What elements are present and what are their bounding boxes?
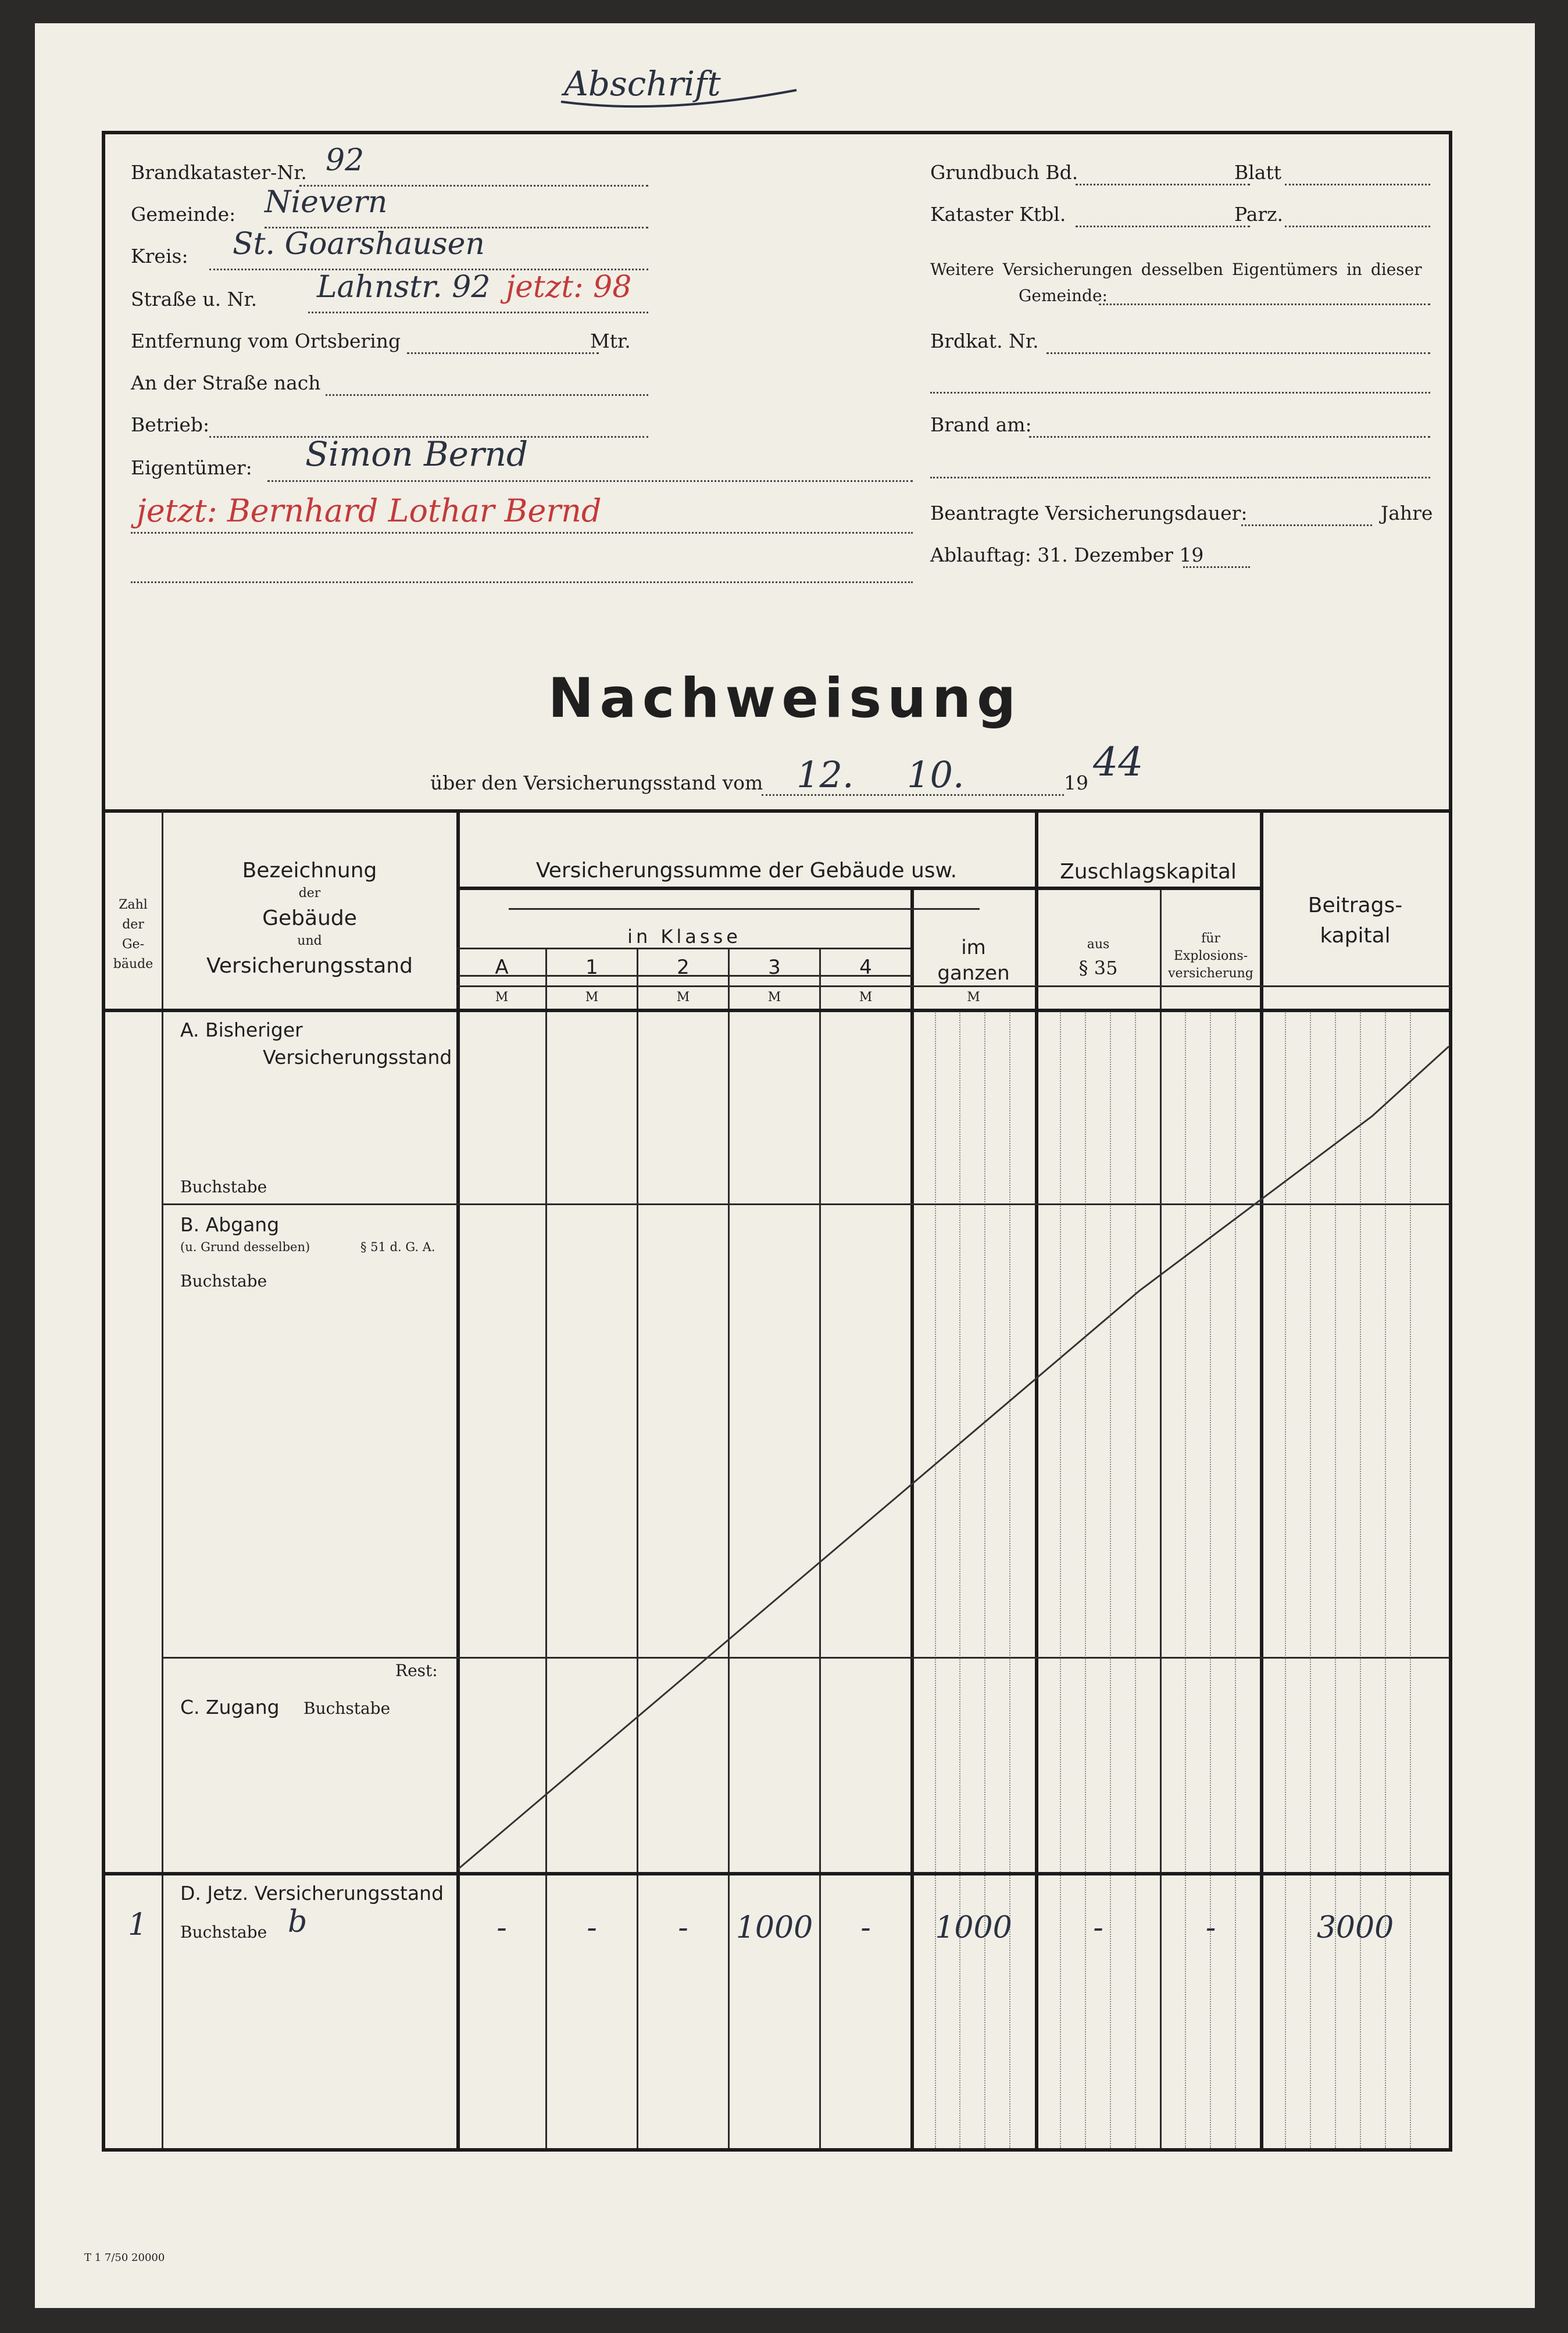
- row-d-klasse-1: -: [587, 1910, 597, 1945]
- parz-label: Parz.: [1234, 203, 1284, 226]
- currency-ganzen: M: [967, 990, 980, 1005]
- entfernung-unit: Mtr.: [590, 330, 631, 352]
- section-b-paragraph: § 51 d. G. A.: [360, 1240, 435, 1254]
- subtitle-month: 10.: [907, 753, 965, 796]
- row-d-explosion: -: [1205, 1910, 1216, 1945]
- col-bezeichnung-line: und: [297, 934, 322, 948]
- col-bezeichnung-line: Bezeichnung: [242, 859, 377, 883]
- weitere-line2: Gemeinde:: [1019, 286, 1108, 305]
- col-im-ganzen-line: im: [961, 936, 986, 959]
- col-bezeichnung-line: Versicherungsstand: [206, 954, 413, 978]
- dauer-label: Beantragte Versicherungsdauer:: [930, 502, 1248, 524]
- currency-a: M: [495, 990, 509, 1005]
- currency-2: M: [676, 990, 690, 1005]
- document-title: Nachweisung: [548, 667, 1022, 730]
- row-d-klasse-2: -: [678, 1910, 688, 1945]
- eigentuemer-label: Eigentümer:: [131, 456, 252, 479]
- abschrift-stamp: Abschrift: [564, 64, 721, 103]
- klasse-1-header: 1: [585, 956, 598, 979]
- dauer-unit: Jahre: [1381, 502, 1433, 524]
- brand-label: Brand am:: [930, 413, 1032, 436]
- rest-label: Rest:: [395, 1661, 438, 1680]
- col-bezeichnung-line: Gebäude: [262, 906, 357, 930]
- col-beitrag-line: Beitrags-: [1308, 894, 1403, 917]
- grundbuch-label: Grundbuch Bd.: [930, 161, 1078, 184]
- group-versicherungssumme: Versicherungssumme der Gebäude usw.: [535, 859, 958, 883]
- row-d-klasse-3: 1000: [735, 1910, 813, 1945]
- row-d-zahl: 1: [128, 1907, 148, 1942]
- section-b-note: (u. Grund desselben): [180, 1240, 310, 1254]
- weitere-line1: Weitere Versicherungen desselben Eigentümers in dieser: [930, 260, 1422, 279]
- subgroup-klasse: in Klasse: [627, 926, 741, 948]
- row-d-buchstabe: b: [288, 1905, 308, 1939]
- currency-3: M: [767, 990, 781, 1005]
- col-aus-line: § 35: [1078, 957, 1118, 979]
- col-explosion-line: Explosions-: [1173, 949, 1248, 963]
- section-d-buchstabe: Buchstabe: [180, 1923, 267, 1942]
- kataster-label: Kataster Ktbl.: [930, 203, 1066, 226]
- entfernung-label: Entfernung vom Ortsbering: [131, 330, 401, 352]
- strasse-label: Straße u. Nr.: [131, 288, 258, 310]
- eigentuemer-correction: jetzt: Bernhard Lothar Bernd: [137, 492, 602, 529]
- row-d-beitrag: 3000: [1316, 1910, 1394, 1945]
- klasse-a-header: A: [495, 956, 509, 979]
- section-a-title2: Versicherungsstand: [263, 1046, 452, 1069]
- row-d-klasse-a: -: [497, 1910, 507, 1945]
- section-c-title: C. Zugang: [180, 1696, 280, 1719]
- col-beitrag-line: kapital: [1320, 924, 1391, 948]
- subtitle-label: über den Versicherungsstand vom: [430, 771, 763, 794]
- klasse-3-header: 3: [768, 956, 781, 979]
- brandkataster-label: Brandkataster-Nr.: [131, 161, 307, 184]
- col-aus-line: aus: [1087, 937, 1110, 952]
- subtitle-day: 12.: [796, 753, 854, 796]
- col-zahl-line: Zahl: [119, 898, 148, 912]
- brandkataster-value: 92: [326, 143, 365, 178]
- klasse-2-header: 2: [677, 956, 690, 979]
- ablauftag-label: Ablauftag: 31. Dezember 19: [930, 544, 1204, 566]
- footer-code: T 1 7/50 20000: [84, 2252, 165, 2264]
- document-page: [35, 23, 1535, 2308]
- strasse-value: Lahnstr. 92: [317, 270, 491, 305]
- subtitle-year-prefix: 19: [1064, 771, 1088, 794]
- betrieb-label: Betrieb:: [131, 413, 210, 436]
- row-d-klasse-4: -: [860, 1910, 871, 1945]
- col-im-ganzen-line: ganzen: [937, 962, 1010, 985]
- group-zuschlag: Zuschlagskapital: [1060, 860, 1237, 884]
- kreis-value: St. Goarshausen: [233, 227, 485, 262]
- col-explosion-line: für: [1201, 931, 1220, 946]
- section-b-title: B. Abgang: [180, 1213, 280, 1236]
- section-a-title: A. Bisheriger: [180, 1019, 303, 1041]
- cancellation-line: [35, 23, 1535, 2308]
- subtitle-year-suffix: 44: [1093, 739, 1144, 785]
- section-a-buchstabe: Buchstabe: [180, 1177, 267, 1196]
- col-zahl-line: Ge-: [122, 937, 145, 952]
- brdkat-label: Brdkat. Nr.: [930, 330, 1039, 352]
- col-bezeichnung-line: der: [298, 886, 321, 901]
- kreis-label: Kreis:: [131, 245, 188, 267]
- col-zahl-line: bäude: [113, 957, 153, 971]
- section-d-title: D. Jetz. Versicherungsstand: [180, 1882, 444, 1905]
- currency-4: M: [859, 990, 873, 1005]
- row-d-im-ganzen: 1000: [935, 1910, 1012, 1945]
- col-explosion-line: versicherung: [1168, 966, 1253, 981]
- gemeinde-label: Gemeinde:: [131, 203, 236, 226]
- section-b-buchstabe: Buchstabe: [180, 1271, 267, 1291]
- row-d-aus-35: -: [1093, 1910, 1103, 1945]
- blatt-label: Blatt: [1234, 161, 1282, 184]
- eigentuemer-value: Simon Bernd: [305, 434, 528, 474]
- strasse-correction: jetzt: 98: [506, 270, 632, 305]
- an-der-strasse-label: An der Straße nach: [131, 371, 321, 394]
- section-c-buchstabe: Buchstabe: [303, 1699, 391, 1718]
- currency-1: M: [585, 990, 599, 1005]
- gemeinde-value: Nievern: [265, 185, 388, 220]
- col-zahl-line: der: [122, 917, 144, 932]
- klasse-4-header: 4: [859, 956, 872, 979]
